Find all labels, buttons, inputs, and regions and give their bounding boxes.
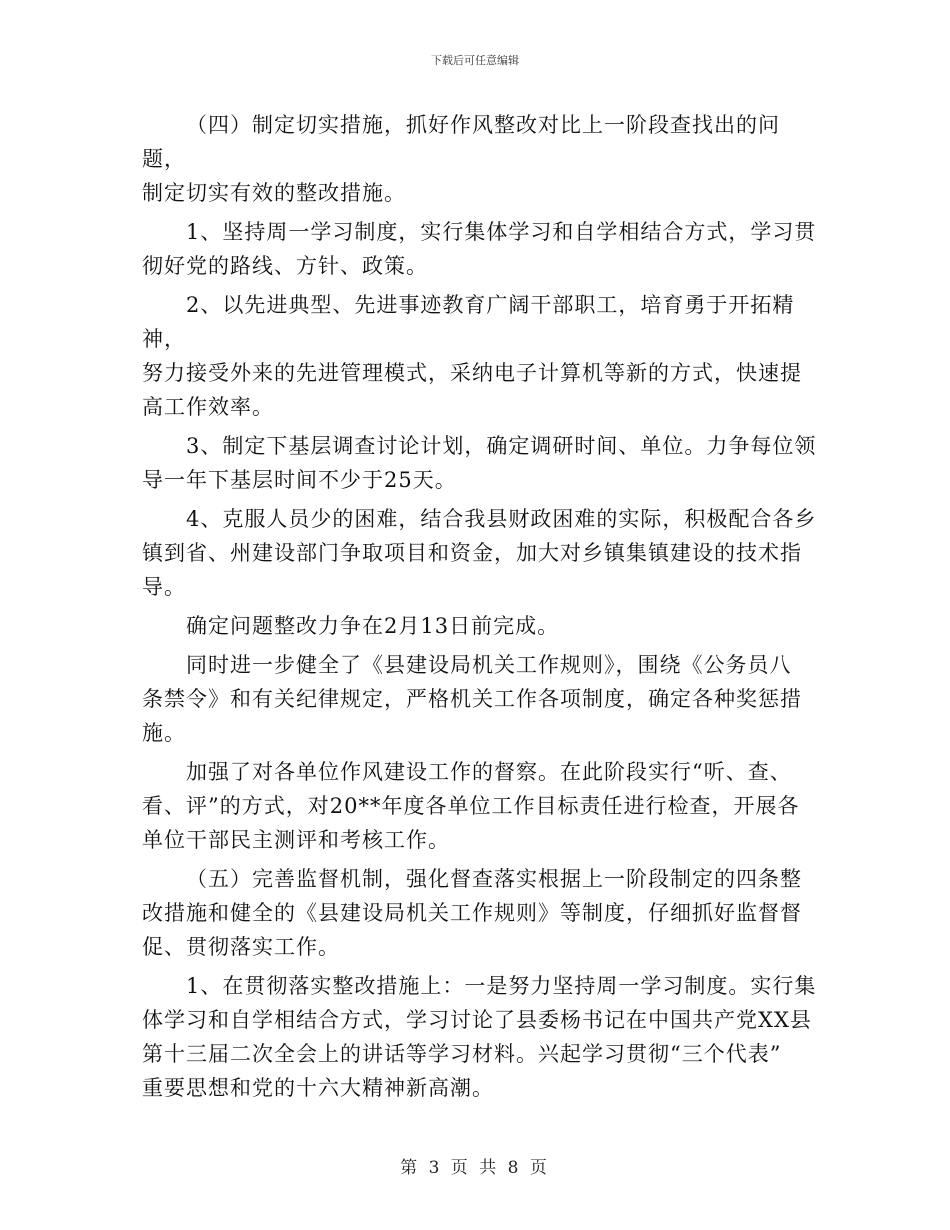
paragraph-deadline: 确定问题整改力争在2月13日前完成。 [186, 614, 560, 638]
paragraph-item-2: 2、以先进典型、先进事迹教育广阔干部职工，培育勇于开拓精神， 努力接受外来的先进管理模式，采纳电子计算机等新的方式，快速提 高工作效率。 [142, 293, 802, 419]
paragraph-item-1: 1、坚持周一学习制度，实行集体学习和自学相结合方式，学习贯 彻好党的路线、方针、政策。 [142, 220, 817, 278]
paragraph-implementation: 1、在贯彻落实整改措施上：一是努力坚持周一学习制度。实行集 体学习和自学相结合方式，学习讨论了县委杨书记在中国共产党XX县 第十三届二次全会上的讲话等学习材料。兴起学习贯彻“三个代表” 重要思想和党的十六大精神新高潮。 [142, 974, 817, 1100]
document-body [142, 108, 822, 1110]
paragraph-5-heading: （五）完善监督机制，强化督查落实根据上一阶段制定的四条整 改措施和健全的《县建设局机关工作规则》等制度，仔细抓好监督督 促、贯彻落实工作。 [142, 867, 802, 959]
paragraph-rules: 同时进一步健全了《县建设局机关工作规则》，围绕《公务员八 条禁令》和有关纪律规定，严格机关工作各项制度，确定各种奖惩措 施。 [142, 653, 802, 745]
page-number: 第 3 页 共 8 页 [400, 1158, 550, 1178]
paragraph-inspection: 加强了对各单位作风建设工作的督察。在此阶段实行“听、查、 看、评”的方式，对20**年度各单位工作目标责任进行检查，开展各 单位干部民主测评和考核工作。 [142, 760, 800, 852]
paragraph-4-heading: （四）制定切实措施，抓好作风整改对比上一阶段查找出的问题， 制定切实有效的整改措施。 [142, 113, 780, 205]
page-header: 下载后可任意编辑 [431, 54, 519, 67]
paragraph-item-3: 3、制定下基层调查讨论计划，确定调研时间、单位。力争每位领 导一年下基层时间不少于25天。 [142, 434, 817, 492]
paragraph-item-4: 4、克服人员少的困难，结合我县财政困难的实际，积极配合各乡 镇到省、州建设部门争取项目和资金，加大对乡镇集镇建设的技术指 导。 [142, 507, 817, 599]
